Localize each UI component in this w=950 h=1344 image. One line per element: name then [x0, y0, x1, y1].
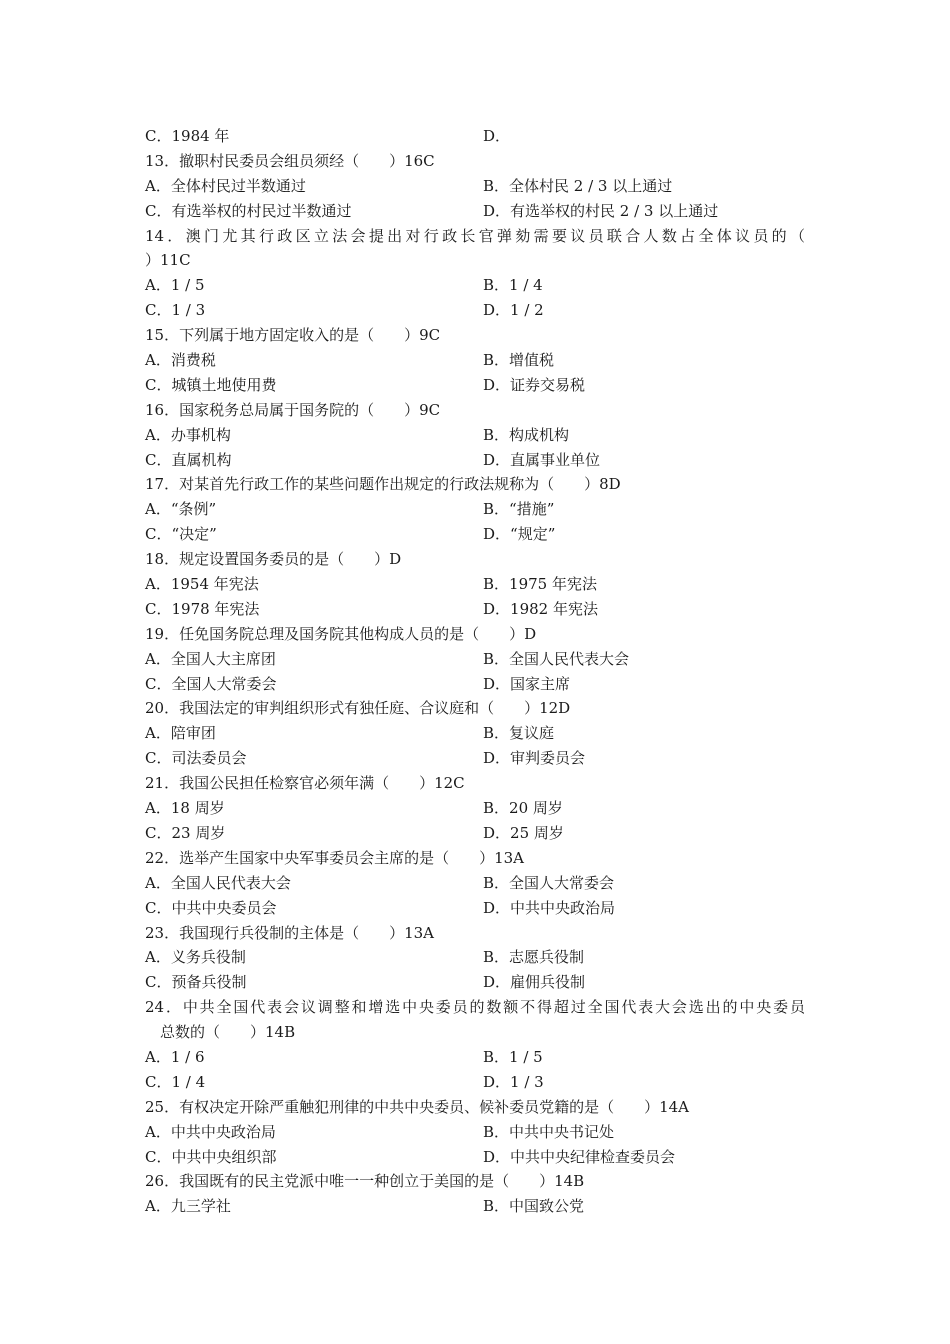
option-b: B．中共中央书记处: [483, 1122, 615, 1141]
option-row: [0, 597, 950, 622]
option-row: [0, 1145, 950, 1170]
question-24: [0, 995, 950, 1020]
question-15: 15．下列属于地方固定收入的是（ ）9C: [145, 326, 441, 345]
question-20: 20．我国法定的审判组织形式有独任庭、合议庭和（ ）12D: [145, 699, 571, 718]
option-row: [0, 1070, 950, 1095]
option-b: B．志愿兵役制: [483, 948, 585, 967]
option-a: A．义务兵役制: [145, 948, 246, 967]
option-c: C．全国人大常委会: [145, 674, 277, 693]
option-d: D．25 周岁: [483, 823, 564, 842]
option-row: [0, 672, 950, 697]
option-row: [0, 796, 950, 821]
option-row: [0, 298, 950, 323]
option-row: [0, 423, 950, 448]
question-14: [0, 224, 950, 249]
question-25: 25．有权决定开除严重触犯刑律的中共中央委员、候补委员党籍的是（ ）14A: [145, 1097, 690, 1116]
option-d: D．1 / 2: [483, 301, 544, 320]
question-14-continued: ）11C: [145, 251, 191, 270]
option-a: A．中共中央政治局: [145, 1122, 276, 1141]
option-c: C．1 / 3: [145, 301, 206, 320]
option-c: C．1 / 4: [145, 1072, 206, 1091]
question-23: 23．我国现行兵役制的主体是（ ）13A: [145, 923, 435, 942]
option-b: B．中国致公党: [483, 1197, 585, 1216]
option-a: A．1954 年宪法: [145, 575, 259, 594]
option-d: D．中共中央纪律检查委员会: [483, 1147, 676, 1166]
option-row: [0, 970, 950, 995]
exam-document: [0, 124, 950, 1219]
option-c: C．中共中央组织部: [145, 1147, 277, 1166]
option-a: A．陪审团: [145, 724, 216, 743]
option-row: [0, 945, 950, 970]
option-a: A．“条例”: [145, 500, 217, 519]
option-row: [0, 522, 950, 547]
option-c: C．中共中央委员会: [145, 898, 277, 917]
option-d: D．证券交易税: [483, 375, 586, 394]
option-c: C．“决定”: [145, 525, 217, 544]
option-c: C．1984 年: [145, 127, 230, 145]
option-row: [0, 896, 950, 921]
option-c: C．直属机构: [145, 450, 232, 469]
question-13: 13．撤职村民委员会组员须经（ ）16C: [145, 151, 435, 170]
option-d: D．雇佣兵役制: [483, 973, 586, 992]
option-c: C．1978 年宪法: [145, 599, 260, 618]
option-d: D．“规定”: [483, 525, 556, 544]
option-d: D．国家主席: [483, 674, 571, 693]
option-b: B．全体村民 2 / 3 以上通过: [483, 176, 673, 195]
option-a: A．全国人大主席团: [145, 649, 276, 668]
option-d: D．1 / 3: [483, 1072, 544, 1091]
option-b: B．构成机构: [483, 425, 570, 444]
option-c: C．司法委员会: [145, 749, 247, 768]
option-a: A．消费税: [145, 351, 216, 370]
option-row: [0, 199, 950, 224]
option-d: D．1982 年宪法: [483, 599, 598, 618]
option-a: A．18 周岁: [145, 799, 225, 818]
option-b: B．1 / 4: [483, 276, 543, 295]
option-row: [0, 746, 950, 771]
option-row: [0, 721, 950, 746]
option-b: B．复议庭: [483, 724, 555, 743]
question-24-text: 24．中共全国代表会议调整和增选中央委员的数额不得超过全国代表大会选出的中央委员: [145, 998, 805, 1017]
question-26: 26．我国既有的民主党派中唯一一种创立于美国的是（ ）14B: [145, 1172, 585, 1191]
option-b: B．20 周岁: [483, 799, 563, 818]
option-row: [0, 871, 950, 896]
option-row: [0, 373, 950, 398]
option-b: B．增值税: [483, 351, 555, 370]
option-c: C．预备兵役制: [145, 973, 247, 992]
option-row: [0, 572, 950, 597]
option-b: B．全国人大常委会: [483, 873, 615, 892]
option-row: [0, 174, 950, 199]
option-row: [0, 348, 950, 373]
option-d: D．审判委员会: [483, 749, 586, 768]
option-b: B．1975 年宪法: [483, 575, 597, 594]
question-18: 18．规定设置国务委员的是（ ）D: [145, 550, 402, 569]
option-a: A．九三学社: [145, 1197, 231, 1216]
question-19: 19．任免国务院总理及国务院其他构成人员的是（ ）D: [145, 624, 537, 643]
option-d: D．直属事业单位: [483, 450, 601, 469]
question-21: 21．我国公民担任检察官必须年满（ ）12C: [145, 774, 465, 793]
option-a: A．全国人民代表大会: [145, 873, 291, 892]
option-row: [0, 821, 950, 846]
question-24-continued: 总数的（ ）14B: [160, 1023, 296, 1042]
option-row: [0, 273, 950, 298]
option-a: A．1 / 5: [145, 276, 205, 295]
option-a: A．1 / 6: [145, 1047, 205, 1066]
option-d: D．: [483, 127, 511, 145]
option-b: B．1 / 5: [483, 1047, 543, 1066]
option-row: [0, 497, 950, 522]
option-a: A．办事机构: [145, 425, 231, 444]
question-14-text: 14．澳门尤其行政区立法会提出对行政长官弹劾需要议员联合人数占全体议员的（: [145, 226, 805, 245]
question-22: 22．选举产生国家中央军事委员会主席的是（ ）13A: [145, 848, 525, 867]
option-d: D．中共中央政治局: [483, 898, 616, 917]
option-row: [0, 448, 950, 473]
option-c: C．有选举权的村民过半数通过: [145, 201, 352, 220]
option-row: [0, 1045, 950, 1070]
option-a: A．全体村民过半数通过: [145, 176, 306, 195]
option-row: [0, 124, 950, 149]
question-16: 16．国家税务总局属于国务院的（ ）9C: [145, 400, 441, 419]
option-row: [0, 1120, 950, 1145]
option-c: C．23 周岁: [145, 823, 226, 842]
question-17: 17．对某首先行政工作的某些问题作出规定的行政法规称为（ ）8D: [145, 475, 621, 494]
option-c: C．城镇土地使用费: [145, 375, 277, 394]
option-b: B．全国人民代表大会: [483, 649, 630, 668]
option-row: [0, 647, 950, 672]
option-d: D．有选举权的村民 2 / 3 以上通过: [483, 201, 719, 220]
option-b: B．“措施”: [483, 500, 555, 519]
option-row: [0, 1194, 950, 1219]
